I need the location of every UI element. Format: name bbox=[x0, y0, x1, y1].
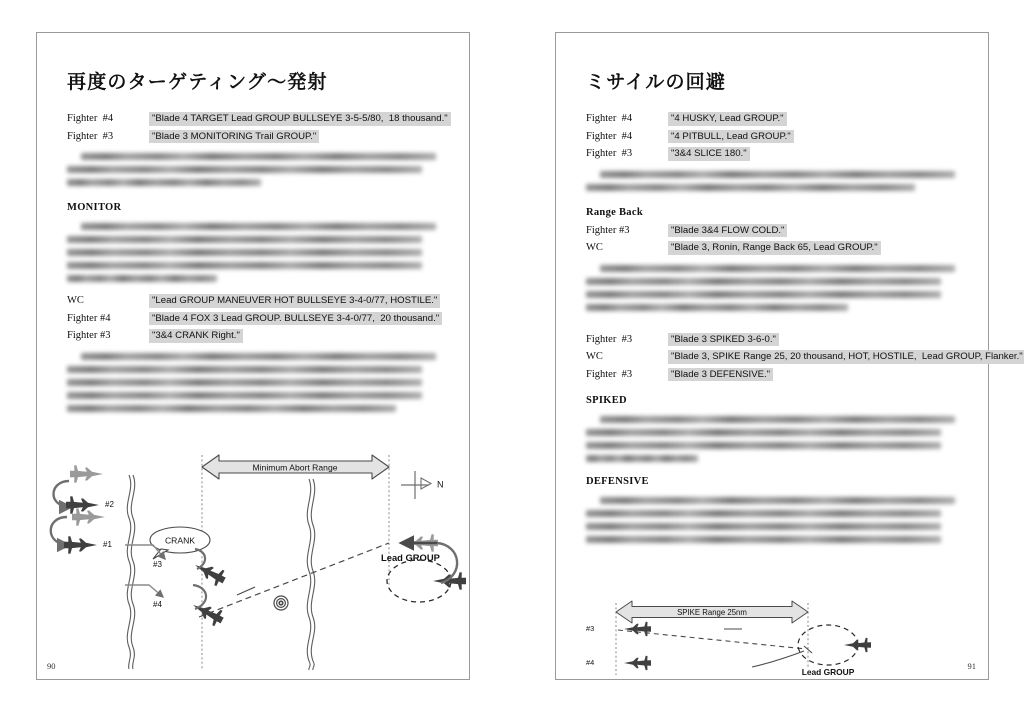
radio-quote: "Blade 3 SPIKED 3-6-0." bbox=[668, 333, 779, 347]
aircraft-silhouette bbox=[433, 572, 466, 590]
speaker-label: Fighter #4 bbox=[586, 113, 633, 124]
radio-quote: "Blade 3, SPIKE Range 25, 20 thousand, HOT, HOSTILE, Lead GROUP, Flanker." bbox=[668, 350, 1024, 364]
radio-call-line bbox=[67, 130, 441, 144]
section-heading-spiked: SPIKED bbox=[586, 395, 627, 406]
minimum-abort-range-banner bbox=[202, 455, 389, 479]
radio-quote: "4 PITBULL, Lead GROUP." bbox=[668, 130, 794, 144]
radio-quote: "Blade 4 TARGET Lead GROUP BULLSEYE 3-5-5/80, 18 thousand." bbox=[149, 112, 451, 126]
speaker-label: Fighter #3 bbox=[586, 333, 633, 345]
radio-quote: "3&4 SLICE 180." bbox=[668, 147, 750, 161]
radio-call-line bbox=[586, 224, 960, 238]
radio-quote: "Blade 3, Ronin, Range Back 65, Lead GROUP." bbox=[668, 241, 881, 255]
speaker-label: Fighter #3 bbox=[67, 330, 111, 341]
page-title: ミサイルの回避 bbox=[586, 72, 727, 93]
aircraft-silhouette bbox=[66, 496, 99, 514]
radio-quote: "4 HUSKY, Lead GROUP." bbox=[668, 112, 787, 126]
radio-quote: "Lead GROUP MANEUVER HOT BULLSEYE 3-4-0/77, HOSTILE." bbox=[149, 294, 440, 308]
speaker-label: WC bbox=[586, 242, 603, 253]
aircraft-silhouette bbox=[624, 622, 651, 636]
radio-call-line bbox=[67, 112, 448, 126]
compass-north-label: N bbox=[437, 479, 444, 490]
range-banner-label: Minimum Abort Range bbox=[252, 462, 338, 473]
radio-call-line bbox=[586, 350, 1023, 364]
section-heading-defensive: DEFENSIVE bbox=[586, 476, 649, 487]
radio-quote: "Blade 3 DEFENSIVE." bbox=[668, 368, 773, 382]
page-title: 再度のターゲティング〜発射 bbox=[67, 72, 328, 93]
spike-range-label: SPIKE Range 25nm bbox=[677, 608, 747, 617]
speaker-label: WC bbox=[586, 351, 603, 362]
radio-call-line bbox=[586, 368, 960, 382]
figure-spike-range-diagram bbox=[556, 585, 988, 685]
radio-call-line bbox=[586, 130, 960, 144]
radio-call-line bbox=[586, 112, 960, 126]
speaker-label: Fighter #4 bbox=[586, 130, 633, 142]
aircraft-label-1b: #1 bbox=[103, 540, 112, 549]
aircraft-silhouette bbox=[64, 536, 97, 554]
aircraft-silhouette bbox=[72, 508, 105, 526]
aircraft-label-4: #4 bbox=[153, 600, 162, 609]
section-heading-range-back: Range Back bbox=[586, 206, 643, 218]
aircraft-silhouette bbox=[191, 557, 228, 588]
radio-quote: "3&4 CRANK Right." bbox=[149, 329, 243, 343]
body-paragraph bbox=[586, 265, 960, 311]
speaker-label: Fighter #3 bbox=[586, 368, 633, 380]
crank-callout bbox=[150, 527, 210, 559]
section-heading-monitor: MONITOR bbox=[67, 202, 122, 213]
compass-rose bbox=[401, 471, 429, 499]
page-right bbox=[555, 32, 1023, 680]
aircraft-silhouette bbox=[189, 597, 226, 628]
body-paragraph bbox=[586, 497, 960, 543]
radio-call-line bbox=[586, 147, 960, 161]
aircraft-label-3: #3 bbox=[153, 560, 162, 569]
aircraft-silhouette bbox=[70, 465, 103, 483]
lead-group-label: Lead GROUP bbox=[381, 552, 440, 563]
page-right-content bbox=[556, 33, 1023, 679]
radio-call-line bbox=[67, 312, 441, 326]
body-paragraph bbox=[586, 171, 960, 191]
aircraft-silhouette bbox=[624, 656, 651, 670]
figure-crank-diagram bbox=[37, 445, 469, 670]
body-paragraph bbox=[586, 416, 960, 462]
aircraft-silhouette bbox=[844, 638, 871, 652]
speaker-label: Fighter #4 bbox=[67, 113, 114, 124]
aircraft-label-2: #2 bbox=[105, 500, 114, 509]
aircraft-label-4: #4 bbox=[586, 658, 595, 667]
speaker-label: Fighter #3 bbox=[67, 130, 114, 142]
radio-call-line bbox=[586, 241, 960, 255]
radio-quote: "Blade 4 FOX 3 Lead GROUP. BULLSEYE 3-4-0/77, 20 thousand." bbox=[149, 312, 442, 326]
compass-needle-icon bbox=[421, 478, 431, 489]
body-paragraph bbox=[67, 223, 441, 282]
speaker-label: Fighter #3 bbox=[586, 148, 633, 159]
aircraft-label-3: #3 bbox=[586, 624, 595, 633]
radio-call-line bbox=[67, 329, 441, 343]
page-number: 90 bbox=[47, 661, 56, 671]
body-paragraph bbox=[67, 153, 441, 186]
crank-label: CRANK bbox=[164, 535, 196, 546]
speaker-label: WC bbox=[67, 295, 84, 306]
radio-call-line bbox=[67, 294, 441, 308]
spike-range-banner bbox=[616, 601, 808, 623]
speaker-label: Fighter #4 bbox=[67, 312, 111, 324]
page-number: 91 bbox=[967, 661, 976, 671]
body-paragraph bbox=[67, 353, 441, 412]
radio-call-line bbox=[586, 333, 960, 347]
page-left bbox=[36, 32, 470, 680]
radio-quote: "Blade 3&4 FLOW COLD." bbox=[668, 224, 787, 238]
target-marker bbox=[274, 596, 288, 610]
lead-group-label: Lead GROUP bbox=[801, 667, 855, 677]
radio-quote: "Blade 3 MONITORING Trail GROUP." bbox=[149, 130, 319, 144]
speaker-label: Fighter #3 bbox=[586, 224, 630, 236]
